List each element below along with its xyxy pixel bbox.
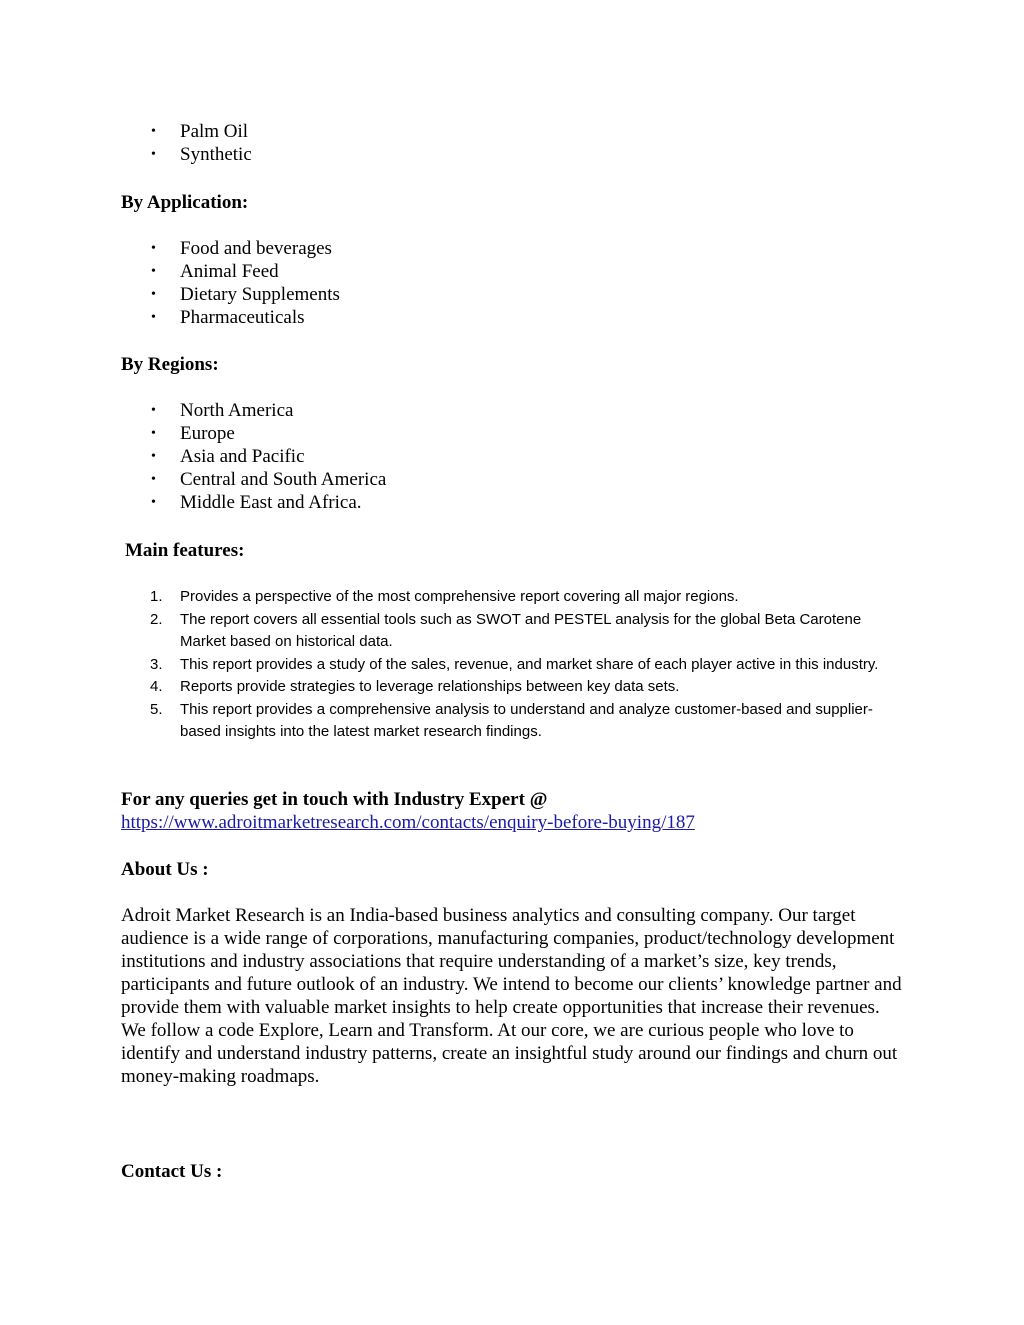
list-item: • Dietary Supplements bbox=[151, 284, 340, 305]
regions-list bbox=[121, 399, 901, 514]
bullet-icon: • bbox=[151, 241, 156, 256]
bullet-icon: • bbox=[151, 403, 156, 418]
contact-heading: Contact Us : bbox=[121, 1161, 223, 1182]
about-heading: About Us : bbox=[121, 859, 209, 880]
application-heading: By Application: bbox=[121, 192, 249, 213]
bullet-icon: • bbox=[151, 495, 156, 510]
bullet-icon: • bbox=[151, 124, 156, 139]
list-item: • Pharmaceuticals bbox=[151, 307, 305, 328]
list-item: • Asia and Pacific bbox=[151, 446, 305, 467]
bullet-icon: • bbox=[151, 264, 156, 279]
bullet-icon: • bbox=[151, 287, 156, 302]
list-item: • Middle East and Africa. bbox=[151, 492, 362, 513]
features-heading: Main features: bbox=[125, 540, 245, 561]
list-item: • Europe bbox=[151, 423, 235, 444]
list-number: 1. bbox=[150, 588, 163, 605]
list-item: • Central and South America bbox=[151, 469, 387, 490]
list-number: 4. bbox=[150, 678, 163, 695]
list-number: 3. bbox=[150, 655, 163, 673]
bullet-icon: • bbox=[151, 449, 156, 464]
list-item: • Synthetic bbox=[151, 144, 252, 165]
list-item: • Food and beverages bbox=[151, 238, 332, 259]
list-item: 3. This report provides a study of the sales, revenue, and market share of each player active in this industry. bbox=[121, 654, 911, 677]
list-number: 2. bbox=[150, 610, 163, 628]
queries-text: For any queries get in touch with Industry Expert @ bbox=[121, 789, 548, 810]
application-list bbox=[121, 237, 901, 329]
about-paragraph: Adroit Market Research is an India-based business analytics and consulting company. Our target audience is a wide range of corporations, manufacturing companies, product/technology development institutions and industry associations that require understanding of a market’s size, key trends, participants and future outlook of an industry. We intend to become our clients’ knowledge partner and provide them with valuable market insights to help create opportunities that increase their revenues. We follow a code Explore, Learn and Transform. At our core, we are curious people who love to identify and understand industry patterns, create an insightful study around our findings and churn out money-making roadmaps. bbox=[121, 905, 902, 1087]
bullet-icon: • bbox=[151, 310, 156, 325]
list-item: • North America bbox=[151, 400, 294, 421]
list-item: 5. This report provides a comprehensive analysis to understand and analyze customer-based and supplier-based insights into the latest market research findings. bbox=[150, 700, 873, 740]
enquiry-link-container bbox=[121, 811, 695, 834]
list-item: 4. Reports provide strategies to leverage relationships between key data sets. bbox=[121, 676, 911, 699]
list-item: 1. Provides a perspective of the most comprehensive report covering all major regions. bbox=[121, 586, 911, 609]
regions-heading: By Regions: bbox=[121, 354, 219, 375]
bullet-icon: • bbox=[151, 147, 156, 162]
list-item: • Palm Oil bbox=[151, 121, 249, 142]
features-list bbox=[121, 586, 911, 744]
enquiry-link[interactable]: https://www.adroitmarketresearch.com/contacts/enquiry-before-buying/187 bbox=[121, 812, 695, 833]
list-item: 2. The report covers all essential tools such as SWOT and PESTEL analysis for the global Beta Carotene Market based on historical data. bbox=[150, 610, 862, 650]
bullet-icon: • bbox=[151, 426, 156, 441]
types-list bbox=[121, 120, 901, 166]
list-item: • Animal Feed bbox=[151, 261, 279, 282]
list-number: 5. bbox=[150, 700, 163, 718]
bullet-icon: • bbox=[151, 472, 156, 487]
